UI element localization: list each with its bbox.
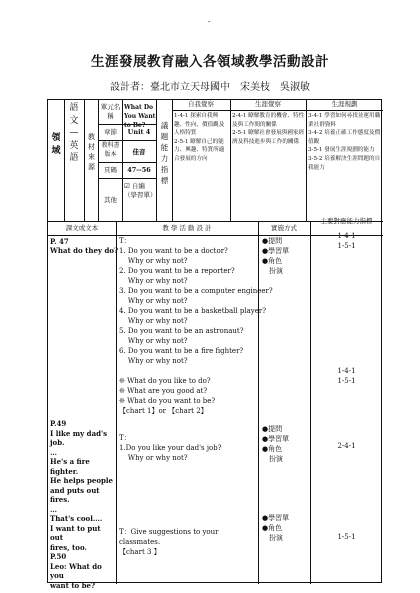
indicator-title-self: 自我覺察 xyxy=(188,100,214,108)
lesson-line: I want to put out xyxy=(50,523,101,542)
ability-code: 1-4-1 xyxy=(337,367,356,375)
designer-line: 設計者：臺北市立天母國中 宋美枝 吳淑敏 xyxy=(110,82,310,93)
method-block-3 xyxy=(262,513,310,543)
question-line: 1. Do you want to be a doctor? xyxy=(119,247,228,255)
col-header-theme: 主要對應能力指標 xyxy=(320,217,373,225)
question-line: 2. Do you want to be a reporter? xyxy=(119,267,235,275)
lesson-line: He's a fire fighter. xyxy=(50,457,90,476)
page-range-value: 47--56 xyxy=(127,166,151,174)
question-line: 1.Do you like your dad's job? xyxy=(119,444,222,452)
domain-value: 語文—英語 xyxy=(69,103,79,163)
design-block-2 xyxy=(119,433,258,463)
indicator-text-awareness: 2-4-1 瞭解教育的機會、特性及與工作間的關係 2-5-1 瞭解社會發展與國家經濟及科技進步與工作的關係 xyxy=(232,113,305,145)
indicator-text-planning: 3-4-1 學習如何尋找並運用職業社群資料 3-4-2 培養正確工作態度及價值觀 3-5-1 發展生涯規劃的能力 3-5-2 培養解決生涯問題的自我能力 xyxy=(308,113,381,171)
question-line: Why or why not? xyxy=(119,454,188,462)
method-item: ●提問 xyxy=(262,425,283,433)
method-item: ●提問 xyxy=(262,237,283,245)
method-item: 扮演 xyxy=(262,455,283,463)
question-line: 4. Do you want to be a basketball player? xyxy=(119,307,266,315)
col-header-text: 課文或文本 xyxy=(65,224,99,232)
indicator-title-planning: 生涯規劃 xyxy=(331,100,358,108)
method-item: ●學習單 xyxy=(262,435,290,443)
question-line: 3. Do you want to be a computer engineer? xyxy=(119,287,273,295)
lesson-line: fires, too. xyxy=(50,542,87,552)
lesson-line: P.49 xyxy=(50,419,67,428)
lesson-line: … xyxy=(50,504,57,514)
lesson-line: That's cool…. xyxy=(50,514,103,523)
suggestion-line: T：Give suggestions to your classmates. xyxy=(119,528,219,546)
ability-block-3: 1-5-1 xyxy=(337,533,356,541)
star-question: ❊ What do you want to be? xyxy=(119,397,216,405)
textbook-value: 佳音 xyxy=(132,148,146,156)
other-label: 其他 xyxy=(104,196,117,204)
indicator-title-awareness: 生涯覺察 xyxy=(255,100,281,108)
ability-block-2: 2-4-1 xyxy=(337,442,356,450)
textbook-label: 教科書版本 xyxy=(101,142,120,158)
domain-label: 領域 xyxy=(51,133,61,156)
question-line: Why or why not? xyxy=(119,337,188,345)
unit-name-label: 單元名稱 xyxy=(100,103,121,120)
teacher-label: T： xyxy=(119,237,131,245)
chapter-label: 章節 xyxy=(104,128,117,136)
ability-code: 1-5-1 xyxy=(337,242,356,250)
chart-reference: 【chart 3 】 xyxy=(119,548,161,556)
question-line: 5. Do you want to be an astronaut? xyxy=(119,327,244,335)
question-line: Why or why not? xyxy=(119,277,188,285)
method-item: ●角色 xyxy=(262,445,283,453)
teacher-label: T： xyxy=(119,434,131,442)
method-item: 扮演 xyxy=(262,534,283,542)
question-line: Why or why not? xyxy=(119,297,188,305)
question-line: Why or why not? xyxy=(119,257,188,265)
method-item: ●學習單 xyxy=(262,247,290,255)
other-value xyxy=(124,182,156,200)
checkbox-icon: ☑ xyxy=(124,182,130,190)
page-range-label: 頁碼 xyxy=(104,166,117,174)
lesson-line: Leo: What do you xyxy=(50,561,102,580)
star-question: ❊ What are you good at? xyxy=(119,387,208,395)
page-title: 生涯發展教育融入各領域教學活動設計 xyxy=(91,54,329,70)
ability-block-1-bottom xyxy=(310,366,383,386)
ability-code: 1-4-1 xyxy=(337,232,356,240)
method-block-2 xyxy=(262,424,310,464)
design-block-3 xyxy=(119,527,258,557)
lesson-question: What do they do? xyxy=(50,246,119,255)
method-block-1 xyxy=(262,236,310,276)
indicator-label: 議題能力指標 xyxy=(160,121,169,185)
lesson-line: and puts out fires. xyxy=(50,485,100,504)
star-question: ❊ What do you like to do? xyxy=(119,377,211,385)
question-line: Why or why not? xyxy=(119,357,188,365)
other-value-text: 自編（學習單） xyxy=(124,182,157,199)
page-mark: - xyxy=(208,18,211,26)
method-item: ●角色 xyxy=(262,524,283,532)
unit-name-value: What Do You Want to Be? xyxy=(124,104,156,129)
lesson-line: I like my dad's job. xyxy=(50,428,108,447)
col-header-method: 實施方式 xyxy=(271,224,297,232)
chapter-value: Unit 4 xyxy=(127,128,151,136)
lesson-line: want to be? xyxy=(50,580,96,590)
lesson-line: P.50 xyxy=(50,552,67,561)
question-line: 6. Do you want to be a fire fighter? xyxy=(119,347,244,355)
method-item: 扮演 xyxy=(262,267,283,275)
lesson-line: … xyxy=(50,447,57,457)
lesson-plan-table xyxy=(47,99,382,590)
col-header-design: 教 學 活 動 設 計 xyxy=(162,224,212,232)
method-item: ●角色 xyxy=(262,257,283,265)
ability-code: 1-5-1 xyxy=(337,377,356,385)
lesson-page-47: P. 47 xyxy=(50,237,69,246)
lesson-line: He helps people xyxy=(50,476,114,485)
indicator-text-self: 1-4-1 探索自我興趣、性向、價值觀及人格特質 2-5-1 瞭解自己的能力、興趣、特質所適合發展的方向 xyxy=(174,113,225,162)
lesson-text-block-2 xyxy=(50,419,114,590)
question-line: Why or why not? xyxy=(119,317,188,325)
ability-block-1-top xyxy=(310,231,383,251)
materials-label: 教材來源 xyxy=(88,133,95,171)
method-item: ●學習單 xyxy=(262,514,290,522)
chart-reference: 【chart 1】or 【chart 2】 xyxy=(119,407,208,415)
